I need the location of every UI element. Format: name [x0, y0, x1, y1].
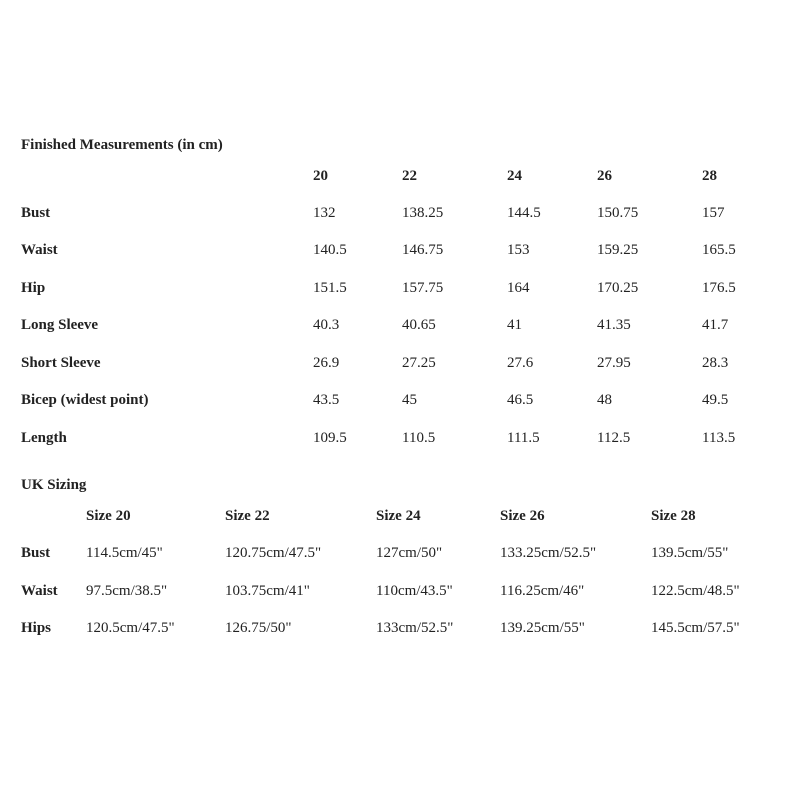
uk-cell: 133.25cm/52.5"	[500, 545, 597, 561]
finished-cell: 112.5	[597, 430, 631, 446]
finished-row-label: Short Sleeve	[21, 355, 101, 371]
finished-cell: 109.5	[313, 430, 347, 446]
uk-cell: 133cm/52.5"	[376, 620, 454, 636]
uk-cell: 139.25cm/55"	[500, 620, 585, 636]
uk-title: UK Sizing	[21, 477, 87, 493]
finished-size-header: 20	[313, 168, 328, 184]
finished-size-header: 24	[507, 168, 522, 184]
uk-cell: 122.5cm/48.5"	[651, 583, 740, 599]
finished-cell: 46.5	[507, 392, 534, 408]
finished-cell: 170.25	[597, 280, 639, 296]
finished-cell: 27.6	[507, 355, 534, 371]
finished-row-label: Bicep (widest point)	[21, 392, 149, 408]
finished-cell: 153	[507, 242, 530, 258]
uk-cell: 110cm/43.5"	[376, 583, 453, 599]
uk-cell: 116.25cm/46"	[500, 583, 585, 599]
finished-cell: 132	[313, 205, 336, 221]
finished-size-header: 26	[597, 168, 612, 184]
uk-cell: 139.5cm/55"	[651, 545, 729, 561]
finished-cell: 41.35	[597, 317, 631, 333]
uk-cell: 145.5cm/57.5"	[651, 620, 740, 636]
uk-size-header: Size 26	[500, 508, 545, 524]
finished-size-header: 28	[702, 168, 717, 184]
finished-cell: 110.5	[402, 430, 436, 446]
finished-row-label: Length	[21, 430, 67, 446]
finished-cell: 45	[402, 392, 417, 408]
finished-cell: 140.5	[313, 242, 347, 258]
uk-size-header: Size 28	[651, 508, 696, 524]
uk-cell: 120.5cm/47.5"	[86, 620, 175, 636]
finished-cell: 41.7	[702, 317, 729, 333]
finished-cell: 49.5	[702, 392, 729, 408]
finished-cell: 151.5	[313, 280, 347, 296]
finished-cell: 26.9	[313, 355, 340, 371]
finished-cell: 146.75	[402, 242, 444, 258]
finished-cell: 157.75	[402, 280, 444, 296]
uk-cell: 103.75cm/41"	[225, 583, 310, 599]
finished-title: Finished Measurements (in cm)	[21, 137, 223, 153]
finished-cell: 111.5	[507, 430, 540, 446]
uk-row-label: Hips	[21, 620, 52, 636]
uk-size-header: Size 20	[86, 508, 131, 524]
finished-cell: 40.65	[402, 317, 436, 333]
finished-cell: 159.25	[597, 242, 639, 258]
uk-cell: 127cm/50"	[376, 545, 443, 561]
finished-cell: 165.5	[702, 242, 736, 258]
uk-row-label: Waist	[21, 583, 58, 599]
uk-cell: 114.5cm/45"	[86, 545, 163, 561]
uk-cell: 97.5cm/38.5"	[86, 583, 168, 599]
finished-cell: 138.25	[402, 205, 444, 221]
uk-size-header: Size 24	[376, 508, 421, 524]
finished-cell: 41	[507, 317, 522, 333]
uk-cell: 120.75cm/47.5"	[225, 545, 322, 561]
finished-row-label: Waist	[21, 242, 58, 258]
finished-cell: 40.3	[313, 317, 340, 333]
finished-cell: 48	[597, 392, 612, 408]
finished-cell: 157	[702, 205, 725, 221]
uk-size-header: Size 22	[225, 508, 270, 524]
finished-row-label: Long Sleeve	[21, 317, 99, 333]
finished-row-label: Bust	[21, 205, 51, 221]
finished-cell: 144.5	[507, 205, 541, 221]
finished-size-header: 22	[402, 168, 417, 184]
finished-cell: 164	[507, 280, 530, 296]
finished-cell: 113.5	[702, 430, 736, 446]
finished-cell: 150.75	[597, 205, 639, 221]
finished-cell: 176.5	[702, 280, 736, 296]
finished-cell: 43.5	[313, 392, 340, 408]
finished-cell: 27.25	[402, 355, 436, 371]
uk-row-label: Bust	[21, 545, 51, 561]
finished-cell: 28.3	[702, 355, 729, 371]
uk-cell: 126.75/50"	[225, 620, 292, 636]
finished-cell: 27.95	[597, 355, 631, 371]
finished-row-label: Hip	[21, 280, 46, 296]
